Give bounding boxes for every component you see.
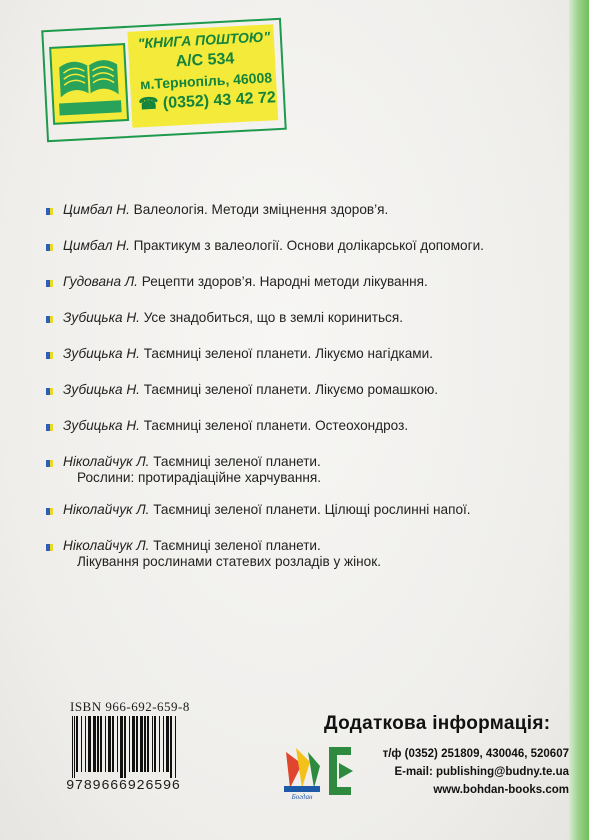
list-item bbox=[46, 538, 556, 570]
svg-text:Богдан: Богдан bbox=[291, 793, 313, 800]
book-author: Цимбал Н. bbox=[63, 202, 130, 217]
bullet-square-icon bbox=[46, 244, 53, 251]
barcode-number: 9789666926596 bbox=[66, 778, 181, 794]
book-title-continuation: Рослини: протирадіаційне харчування. bbox=[77, 470, 322, 485]
list-item bbox=[46, 346, 556, 362]
barcode-bar bbox=[129, 716, 130, 772]
barcode-bar bbox=[147, 716, 149, 772]
bullet-square-icon bbox=[46, 316, 53, 323]
barcode-bar bbox=[163, 716, 164, 772]
list-item bbox=[46, 454, 556, 486]
book-title: Таємниці зеленої планети. Цілющі рослинні напої. bbox=[153, 502, 471, 517]
book-title: Таємниці зеленої планети. bbox=[153, 538, 321, 553]
book-author: Ніколайчук Л. bbox=[63, 454, 150, 469]
book-title: Рецепти здоров’я. Народні методи лікування. bbox=[141, 274, 428, 289]
bullet-square-icon bbox=[46, 424, 53, 431]
barcode-bar bbox=[81, 716, 82, 772]
book-author: Зубицька Н. bbox=[63, 418, 140, 433]
barcode-bar bbox=[140, 716, 143, 772]
book-title: Таємниці зеленої планети. Лікуємо ромашкою. bbox=[143, 382, 439, 397]
stamp-po-box: А/С 534 bbox=[175, 50, 235, 71]
barcode-bar bbox=[152, 716, 153, 772]
barcode-bar bbox=[144, 716, 146, 772]
green-spine-edge bbox=[569, 0, 589, 840]
book-author: Гудована Л. bbox=[63, 274, 138, 289]
additional-info-heading: Додаткова інформація: bbox=[324, 713, 551, 734]
barcode-bar bbox=[76, 716, 78, 772]
stamp-city: м.Тернопіль, 46008 bbox=[139, 69, 273, 93]
book-author: Цимбал Н. bbox=[63, 238, 130, 253]
open-book-logo-icon bbox=[48, 42, 130, 126]
barcode-bar bbox=[93, 716, 96, 772]
bullet-square-icon bbox=[46, 352, 53, 359]
list-item bbox=[46, 382, 556, 398]
list-item bbox=[46, 418, 556, 434]
barcode-bar bbox=[85, 716, 86, 772]
list-item bbox=[46, 202, 556, 218]
website-link[interactable]: www.bohdan-books.com bbox=[433, 784, 569, 796]
book-title: Практикум з валеології. Основи долікарської допомоги. bbox=[133, 238, 484, 253]
list-item bbox=[46, 310, 556, 326]
barcode-bar bbox=[97, 716, 99, 772]
email-address[interactable]: E-mail: publishing@budny.te.ua bbox=[394, 766, 569, 778]
isbn-number: ISBN 966-692-659-8 bbox=[70, 699, 190, 714]
bullet-square-icon bbox=[46, 544, 53, 551]
book-title: Валеологія. Методи зміцнення здоров’я. bbox=[133, 202, 389, 217]
book-title: Таємниці зеленої планети. Остеохондроз. bbox=[143, 418, 409, 433]
barcode-bar bbox=[166, 716, 169, 772]
book-list bbox=[46, 202, 556, 586]
barcode-bar bbox=[154, 716, 156, 772]
bookshop-stamp bbox=[41, 18, 287, 142]
book-author: Зубицька Н. bbox=[63, 382, 140, 397]
bullet-square-icon bbox=[46, 508, 53, 515]
barcode-bar bbox=[74, 716, 75, 778]
barcode-icon bbox=[70, 716, 228, 778]
book-author: Зубицька Н. bbox=[63, 346, 140, 361]
barcode-bar bbox=[170, 716, 172, 778]
bullet-square-icon bbox=[46, 280, 53, 287]
book-author: Зубицька Н. bbox=[63, 310, 140, 325]
book-title: Таємниці зеленої планети. bbox=[153, 454, 321, 469]
barcode-bar bbox=[100, 716, 102, 772]
publisher-logo-icon bbox=[280, 744, 324, 800]
bullet-square-icon bbox=[46, 208, 53, 215]
arrow-bracket-icon bbox=[325, 745, 355, 797]
book-title: Таємниці зеленої планети. Лікуємо нагідками. bbox=[143, 346, 434, 361]
book-title-continuation: Лікування рослинами статевих розладів у жінок. bbox=[77, 554, 381, 569]
book-title: Усе знадобиться, що в землі кориниться. bbox=[143, 310, 403, 325]
barcode-bar bbox=[72, 716, 73, 778]
book-author: Ніколайчук Л. bbox=[63, 502, 150, 517]
list-item bbox=[46, 238, 556, 254]
barcode-bar bbox=[108, 716, 111, 772]
barcode-bar bbox=[117, 716, 118, 772]
barcode-bar bbox=[88, 716, 91, 772]
barcode-bar bbox=[175, 716, 176, 778]
bullet-square-icon bbox=[46, 388, 53, 395]
barcode-bar bbox=[112, 716, 114, 772]
bullet-square-icon bbox=[46, 460, 53, 467]
phone-fax: т/ф (0352) 251809, 430046, 520607 bbox=[382, 748, 569, 760]
barcode-bar bbox=[124, 716, 126, 778]
list-item bbox=[46, 274, 556, 290]
barcode-bar bbox=[136, 716, 138, 772]
list-item bbox=[46, 502, 556, 518]
barcode-bar bbox=[132, 716, 135, 772]
stamp-title: "КНИГА ПОШТОЮ" bbox=[137, 28, 271, 52]
book-author: Ніколайчук Л. bbox=[63, 538, 150, 553]
barcode-bar bbox=[105, 716, 106, 772]
stamp-phone: ☎ (0352) 43 42 72 bbox=[138, 89, 277, 114]
barcode-bar bbox=[120, 716, 123, 778]
barcode-bar bbox=[159, 716, 160, 772]
